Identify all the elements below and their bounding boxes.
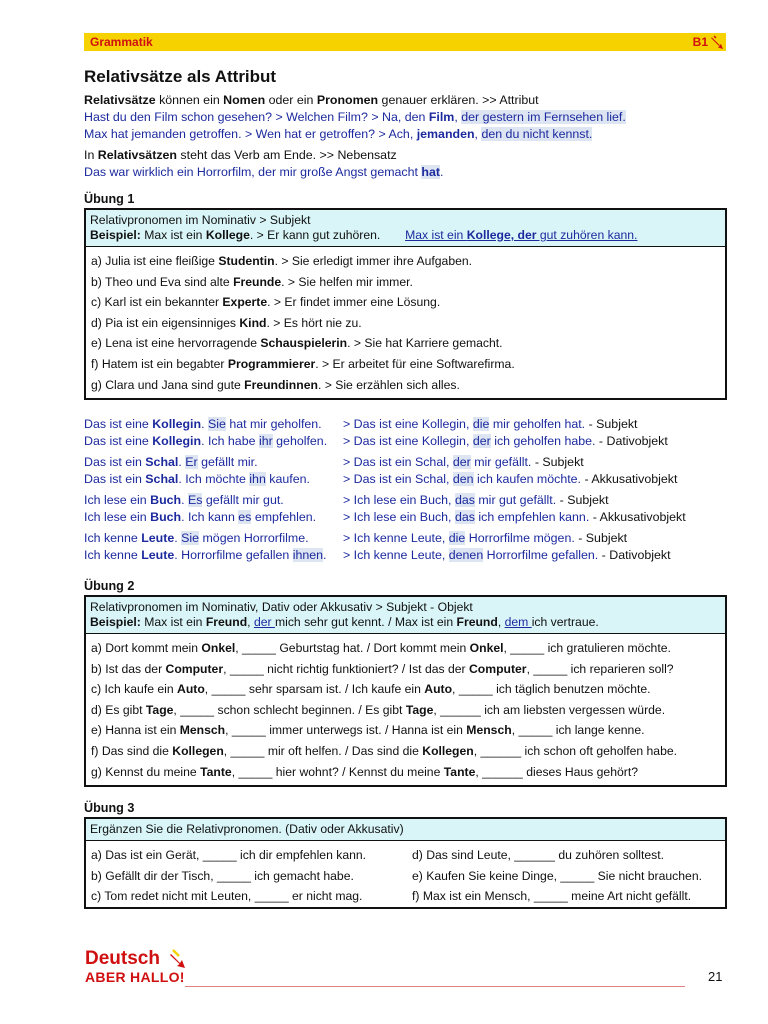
exercise-2-items [86,634,725,784]
logo-arrow-icon [167,948,189,970]
exercise-3-left: b) Gefällt dir der Tisch, _____ ich gemacht habe. [91,868,354,883]
exercise-3-item [91,886,720,907]
exercise-3-left: c) Tom redet nicht mit Leuten, _____ er nicht mag. [91,889,363,904]
relative-clause: > Ich kenne Leute, die Horrorfilme mögen. - Subjekt [343,531,628,545]
exercise-3-right: f) Max ist ein Mensch, _____ meine Art nicht gefällt. [412,889,692,904]
exercise-2-item: a) Dort kommt mein Onkel, _____ Geburtstag hat. / Dort kommt mein Onkel, _____ ich gratulieren möchte. [91,641,671,655]
relative-clause: > Das ist eine Kollegin, die mir geholfen hat. - Subjekt [343,417,638,431]
exercise-3-label: Übung 3 [84,801,135,815]
example-sentence: Ich kenne Leute. Sie mögen Horrorfilme. [84,531,309,545]
level-label: B1 [692,35,708,49]
example-sentence: Ich kenne Leute. Horrorfilme gefallen ihnen. [84,548,327,562]
exercise-1-item: a) Julia ist eine fleißige Studentin. > Sie erledigt immer ihre Aufgaben. [91,254,473,268]
section-label: Grammatik [90,35,153,49]
intro-line-3: Max hat jemanden getroffen. > Wen hat er getroffen? > Ach, jemanden, den du nicht kennst. [84,127,593,141]
exercise-1-box [84,208,727,400]
exercise-2-item: e) Hanna ist ein Mensch, _____ immer unterwegs ist. / Hanna ist ein Mensch, _____ ich lange kenne. [91,723,645,738]
exercise-2-item: g) Kennst du meine Tante, _____ hier wohnt? / Kennst du meine Tante, ______ dieses Haus gehört? [91,764,638,779]
example-answer-dem: dem [504,615,532,629]
page-number: 21 [708,969,723,984]
example-sentence: Ich lese ein Buch. Es gefällt mir gut. [84,493,284,507]
example-sentence: Das ist ein Schal. Er gefällt mir. [84,455,258,469]
intro-line-1: Relativsätze können ein Nomen oder ein Pronomen genauer erklären. >> Attribut [84,93,539,107]
exercise-1-item: f) Hatem ist ein begabter Programmierer. > Er arbeitet für eine Softwarefirma. [91,356,515,371]
exercise-3-item [91,845,720,866]
example-answer: Max ist ein Kollege, der gut zuhören kann. [405,228,638,242]
exercise-2-box [84,595,727,787]
page-title: Relativsätze als Attribut [84,67,277,86]
example-sentence: Ich lese ein Buch. Ich kann es empfehlen. [84,510,317,524]
exercise-2-item: c) Ich kaufe ein Auto, _____ sehr sparsam ist. / Ich kaufe ein Auto, _____ ich täglich benutzen möchte. [91,682,651,697]
exercise-2-item: d) Es gibt Tage, _____ schon schlecht beginnen. / Es gibt Tage, ______ ich am liebsten vergessen würde. [91,702,666,717]
relative-clause: > Das ist ein Schal, den ich kaufen möchte. - Akkusativobjekt [343,472,678,486]
exercise-1-item: b) Theo und Eva sind alte Freunde. > Sie helfen mir immer. [91,274,413,289]
exercise-3-item [91,866,720,887]
exercise-3-header: Ergänzen Sie die Relativpronomen. (Dativ oder Akkusativ) [86,819,725,841]
arrow-icon [709,34,725,50]
footer-divider [185,986,685,987]
brand-logo: Deutsch ABER HALLO! [85,948,185,985]
example-sentence: Das ist eine Kollegin. Ich habe ihr geholfen. [84,434,328,448]
exercise-1-header: Relativpronomen im Nominativ > Subjekt Beispiel: Max ist ein Kollege. > Er kann gut zuhören. Max ist ein Kollege, der gut zuhören kann. [86,210,725,247]
exercise-3-right: d) Das sind Leute, ______ du zuhören solltest. [412,848,665,862]
exercise-3-items [86,841,725,909]
relative-clause: > Das ist ein Schal, der mir gefällt. - Subjekt [343,455,584,469]
example-sentence: Das ist eine Kollegin. Sie hat mir geholfen. [84,417,322,431]
example-answer-der: der [253,615,275,629]
exercise-1-label: Übung 1 [84,192,135,206]
exercise-2-label: Übung 2 [84,579,135,593]
exercise-3-box [84,817,727,909]
exercise-2-item: f) Das sind die Kollegen, _____ mir oft helfen. / Das sind die Kollegen, ______ ich schon oft geholfen habe. [91,743,678,758]
exercise-1-items [86,247,725,397]
exercise-1-item: e) Lena ist eine hervorragende Schauspielerin. > Sie hat Karriere gemacht. [91,336,503,351]
intro-line-4: In Relativsätzen steht das Verb am Ende. >> Nebensatz [84,148,397,162]
exercise-3-left: a) Das ist ein Gerät, _____ ich dir empfehlen kann. [91,848,367,862]
exercise-1-item: c) Karl ist ein bekannter Experte. > Er findet immer eine Lösung. [91,295,441,310]
exercise-2-header: Relativpronomen im Nominativ, Dativ oder Akkusativ > Subjekt - Objekt Beispiel: Max ist ein Freund, der mich sehr gut kennt. / Max ist ein Freund, dem ich vertraue. [86,597,725,634]
relative-clause: > Ich lese ein Buch, das mir gut gefällt. - Subjekt [343,493,609,507]
intro-line-2: Hast du den Film schon gesehen? > Welchen Film? > Na, den Film, der gestern im Fernsehen lief. [84,110,626,124]
relative-clause: > Ich lese ein Buch, das ich empfehlen kann. - Akkusativobjekt [343,510,686,524]
relative-pronoun-examples [84,416,727,566]
exercise-1-item: d) Pia ist ein eigensinniges Kind. > Es hört nie zu. [91,315,362,330]
exercise-2-item: b) Ist das der Computer, _____ nicht richtig funktioniert? / Ist das der Computer, _____ ich reparieren soll? [91,661,674,676]
intro-line-5: Das war wirklich ein Horrorfilm, der mir große Angst gemacht hat. [84,165,444,179]
relative-clause: > Das ist eine Kollegin, der ich geholfen habe. - Dativobjekt [343,434,668,448]
exercise-3-right: e) Kaufen Sie keine Dinge, _____ Sie nicht brauchen. [412,868,702,883]
example-sentence: Das ist ein Schal. Ich möchte ihn kaufen. [84,472,310,486]
relative-clause: > Ich kenne Leute, denen Horrorfilme gefallen. - Dativobjekt [343,548,671,562]
header-bar [84,33,726,51]
exercise-1-item: g) Clara und Jana sind gute Freundinnen. > Sie erzählen sich alles. [91,377,460,392]
